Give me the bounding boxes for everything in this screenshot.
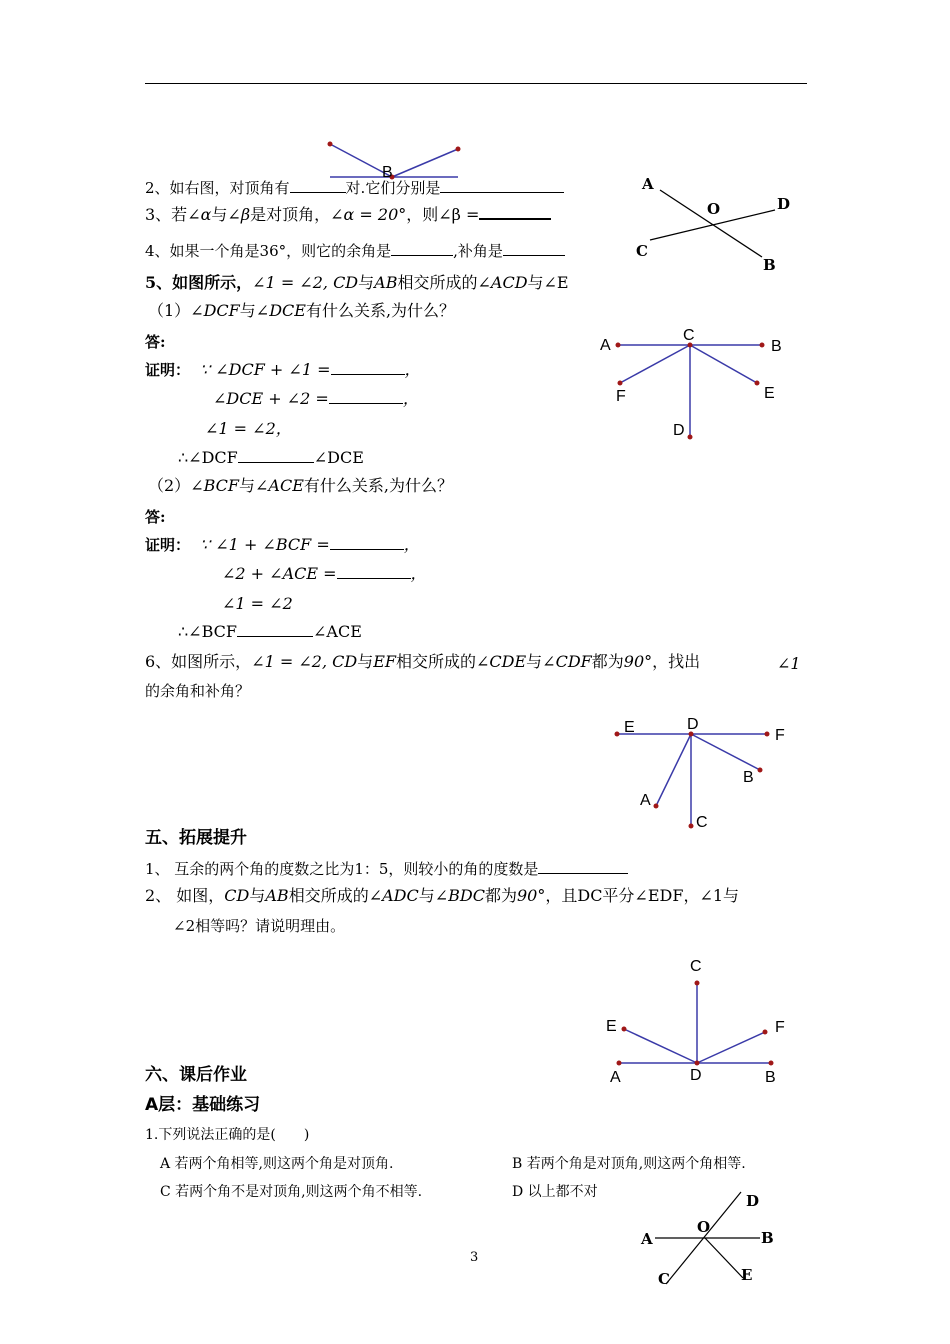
fig5-label-e: E xyxy=(764,385,775,402)
fig-a-label-c: C xyxy=(636,242,648,260)
fig-top-label-b: B xyxy=(382,164,393,181)
fig-a-label-a: A xyxy=(642,175,654,193)
pr2-line-c: ∠1 = ∠2 xyxy=(222,594,293,613)
fig-a-label-d: D xyxy=(777,195,791,213)
pr1-line-c: ∠1 = ∠2， xyxy=(205,419,292,438)
fig-hw-label-b: B xyxy=(761,1229,774,1247)
ext-q2-line-2: ∠2相等吗？请说明理由。 xyxy=(173,917,346,935)
fig5-label-f: F xyxy=(616,388,626,405)
pr2-line-b: ∠2 + ∠ACE = ， xyxy=(222,564,427,583)
ext-q2-line-1: 2、 如图，CD与AB相交所成的∠ADC与∠BDC都为90°，且DC平分∠EDF，∠1与 xyxy=(145,886,740,905)
q5-answer-2: 答: xyxy=(145,508,166,526)
q5-line: 5、如图所示，∠1 = ∠2, CD与AB相交所成的∠ACD与∠E xyxy=(145,273,569,292)
q4-line: 4、如果一个角是36°，则它的余角是 ,补角是 xyxy=(145,241,565,261)
hw-q1-option-c[interactable]: C 若两个角不是对顶角,则这两个角不相等. xyxy=(160,1184,423,1200)
q5-part2: （2）∠BCF与∠ACE有什么关系,为什么？ xyxy=(148,476,453,495)
fig-ext-label-d: D xyxy=(690,1067,702,1084)
fig5-label-a: A xyxy=(600,337,611,354)
fig-ext-label-e: E xyxy=(606,1018,617,1035)
fig-a-label-o: O xyxy=(707,200,721,218)
pr2-line-d: ∴∠BCF ∠ACE xyxy=(178,622,362,641)
fig-hw-label-d: D xyxy=(746,1192,760,1210)
q5-proof-2: 证明： xyxy=(145,536,191,554)
page-number: 3 xyxy=(470,1250,479,1265)
fig6-label-b: B xyxy=(743,769,754,786)
q6-angle1: ∠1 xyxy=(777,654,801,673)
q6-line-1: 6、如图所示，∠1 = ∠2, CD与EF相交所成的∠CDE与∠CDF都为90°，找出 xyxy=(145,652,701,671)
q5-part1: （1）∠DCF与∠DCE有什么关系,为什么？ xyxy=(148,301,456,320)
fig5-label-c: C xyxy=(683,327,695,344)
fig6-label-c: C xyxy=(696,814,708,831)
q6-line-2: 的余角和补角？ xyxy=(145,682,251,700)
pr1-line-d: ∴∠DCF ∠DCE xyxy=(178,448,364,467)
pr1-line-a: ∵ ∠DCF + ∠1 = ， xyxy=(200,360,421,379)
fig6-label-d: D xyxy=(687,716,699,733)
fig6-label-a: A xyxy=(640,792,651,809)
fig-hw-label-c: C xyxy=(658,1270,670,1288)
fig-ext-label-a: A xyxy=(610,1069,621,1086)
q2-line: 2、如右图，对顶角有 对.它们分别是 xyxy=(145,178,564,198)
hw-q1-option-b[interactable]: B 若两个角是对顶角,则这两个角相等. xyxy=(512,1156,746,1172)
fig-hw-label-a: A xyxy=(641,1230,653,1248)
q3-line: 3、若∠α与∠β是对顶角，∠α = 20°，则∠β = xyxy=(145,204,551,225)
hw-q1-option-d[interactable]: D 以上都不对 xyxy=(512,1184,598,1200)
fig5-label-b: B xyxy=(771,338,782,355)
fig-a-label-b: B xyxy=(763,256,776,274)
fig6-label-e: E xyxy=(624,719,635,736)
fig-ext-label-f: F xyxy=(775,1019,785,1036)
section-6-title: 六、课后作业 xyxy=(145,1065,247,1085)
fig-ext-label-b: B xyxy=(765,1069,776,1086)
pr1-line-b: ∠DCE + ∠2 = ， xyxy=(213,389,419,408)
section-5-title: 五、拓展提升 xyxy=(145,828,247,848)
fig-hw-label-o: O xyxy=(697,1218,711,1236)
hw-q1-option-a[interactable]: A 若两个角相等,则这两个角是对顶角. xyxy=(160,1156,394,1172)
fig6-label-f: F xyxy=(775,727,785,744)
ext-q1: 1、 互余的两个角的度数之比为1：5，则较小的角的度数是 xyxy=(145,859,628,879)
fig-hw-label-e: E xyxy=(741,1266,753,1284)
fig5-label-d: D xyxy=(673,422,685,439)
q5-answer-1: 答: xyxy=(145,333,166,351)
pr2-line-a: ∵ ∠1 + ∠BCF = ， xyxy=(200,535,420,554)
layer-a-title: A层：基础练习 xyxy=(145,1095,261,1115)
q5-proof-1: 证明： xyxy=(145,361,191,379)
fig-ext-label-c: C xyxy=(690,958,702,975)
hw-q1: 1.下列说法正确的是( ) xyxy=(145,1127,310,1143)
